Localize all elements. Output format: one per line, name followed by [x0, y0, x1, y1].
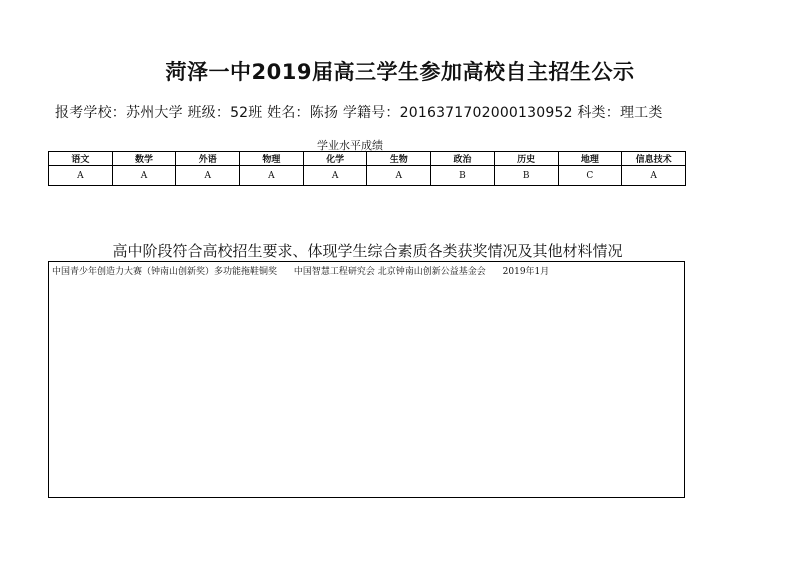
- class-value: 52班: [230, 105, 263, 121]
- grades-row: [49, 166, 686, 186]
- awards-box: [48, 261, 685, 498]
- scores-table: [48, 151, 686, 186]
- scores-label: 学业水平成绩: [317, 139, 383, 152]
- subject-header: 政治: [431, 152, 495, 166]
- grade-cell: B: [494, 166, 558, 186]
- award-date: 2019年1月: [502, 267, 550, 277]
- grade-cell: A: [303, 166, 367, 186]
- grade-cell: A: [112, 166, 176, 186]
- subject-header: 生物: [367, 152, 431, 166]
- subject-header: 地理: [558, 152, 622, 166]
- name-label: 姓名：: [267, 105, 310, 121]
- grade-cell: A: [622, 166, 686, 186]
- subject-header: 外语: [176, 152, 240, 166]
- grade-cell: A: [176, 166, 240, 186]
- grade-cell: A: [367, 166, 431, 186]
- subjects-header-row: [49, 152, 686, 166]
- grade-cell: A: [49, 166, 113, 186]
- student-id-value: 2016371702000130952: [399, 105, 573, 121]
- award-title: 中国青少年创造力大赛（钟南山创新奖）多功能拖鞋铜奖: [52, 267, 278, 277]
- award-entry: [52, 264, 563, 277]
- grade-cell: A: [240, 166, 304, 186]
- student-info-line: [55, 102, 755, 122]
- category-label: 科类：: [577, 105, 620, 121]
- subject-header: 数学: [112, 152, 176, 166]
- subject-header: 语文: [49, 152, 113, 166]
- grade-cell: C: [558, 166, 622, 186]
- name-value: 陈扬: [309, 105, 339, 121]
- school-value: 苏州大学: [126, 105, 183, 121]
- subject-header: 历史: [494, 152, 558, 166]
- subject-header: 化学: [303, 152, 367, 166]
- grade-cell: B: [431, 166, 495, 186]
- page-title: 菏泽一中2019届高三学生参加高校自主招生公示: [165, 60, 635, 84]
- award-organizer: 中国智慧工程研究会 北京钟南山创新公益基金会: [293, 267, 486, 277]
- subject-header: 物理: [240, 152, 304, 166]
- awards-heading: 高中阶段符合高校招生要求、体现学生综合素质各类获奖情况及其他材料情况: [112, 242, 623, 260]
- school-label: 报考学校：: [55, 105, 126, 121]
- student-id-label: 学籍号：: [342, 105, 400, 121]
- class-label: 班级：: [187, 105, 231, 121]
- category-value: 理工类: [619, 105, 663, 121]
- subject-header: 信息技术: [622, 152, 686, 166]
